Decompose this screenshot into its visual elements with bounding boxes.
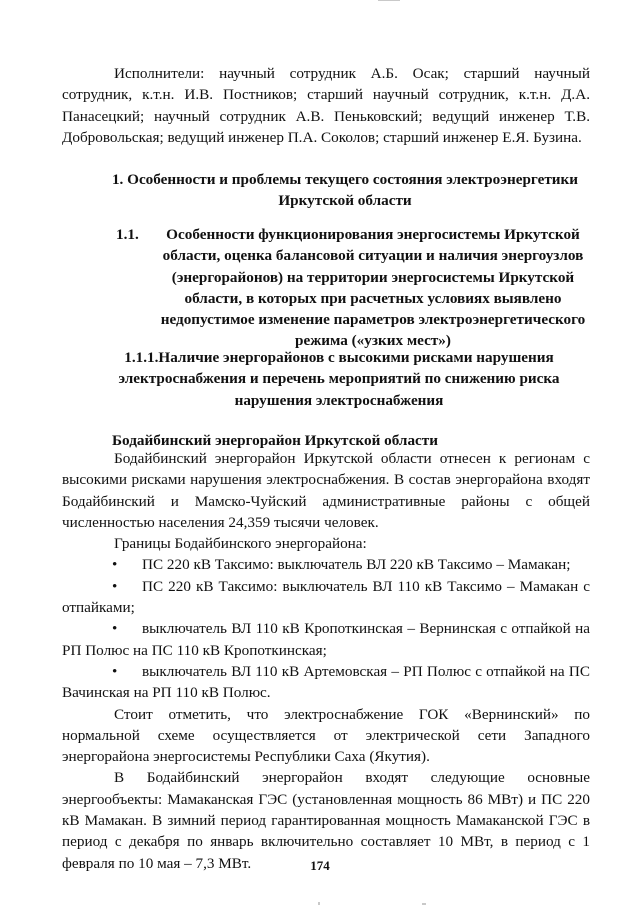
energy-objects-paragraph: В Бодайбинский энергорайон входят следующие основные энергообъекты: Мамаканская ГЭС (установленная мощность 86 МВт) и ПС 220 кВ Мамакан. В зимний период гарантированная мощность Мамаканской ГЭС в период с декабря по январь включительно составляет 10 МВт, в период с 1 февраля по 10 мая – 7,3 МВт. [62,769,590,872]
section-heading-1-text: 1. Особенности и проблемы текущего состояния электроэнергетики Иркутской области [111,171,579,210]
section-number-1-1: 1.1. [116,226,139,243]
list-item [62,576,590,619]
section-heading-1-1 [80,224,598,352]
bullet-icon: • [112,556,118,574]
region-borders-list [62,554,590,703]
bullet-icon: • [112,620,118,638]
region-heading-text: Бодайбинский энергорайон Иркутской области [112,432,438,449]
list-item-text: ПС 220 кВ Таксимо: выключатель ВЛ 110 кВ Таксимо – Мамакан с отпайками; [62,577,590,617]
list-item [62,554,590,575]
bullet-icon: • [112,662,118,680]
list-item [62,618,590,661]
scan-mark-top [378,0,400,1]
list-item-text: выключатель ВЛ 110 кВ Кропоткинская – Вернинская с отпайкой на РП Полюс на ПС 110 кВ Кропоткинская; [62,620,590,659]
region-body [62,448,590,874]
section-heading-1-1-text: Особенности функционирования энергосистемы Иркутской области, оценка балансовой ситуации и наличия энергоузлов (энергорайонов) на территории энергосистемы Иркутской области, в которых при расчетных условиях выявлено недопустимое изменение параметров электроэнергетического режима («узких мест») [160,226,586,350]
section-heading-1 [95,169,595,212]
list-item [62,661,590,704]
executors-paragraph [62,63,590,148]
executors-text: Исполнители: научный сотрудник А.Б. Осак; старший научный сотрудник, к.т.н. И.В. Постников; старший научный сотрудник, к.т.н. Д.А. Панасецкий; научный сотрудник А.В. Пеньковский; ведущий инженер Т.В. Добровольская; ведущий инженер П.А. Соколов; старший инженер Е.Я. Бузина. [62,65,590,146]
region-intro-paragraph: Бодайбинский энергорайон Иркутской области отнесен к регионам с высокими рисками нарушения электроснабжения. В состав энергорайона входят Бодайбинский и Мамско-Чуйский административные районы с общей численностью населения 24,359 тысячи человек. [62,450,590,531]
page-number: 174 [310,858,330,873]
section-heading-1-1-1 [80,347,598,411]
gok-paragraph: Стоит отметить, что электроснабжение ГОК «Вернинский» по нормальной схеме осуществляется от электрической сети Западного энергорайона энергосистемы Республики Саха (Якутия). [62,705,590,766]
region-borders-label: Границы Бодайбинского энергорайона: [114,535,367,553]
list-item-text: выключатель ВЛ 110 кВ Артемовская – РП Полюс с отпайкой на ПС Вачинская на РП 110 кВ Полюс. [62,662,590,702]
section-heading-1-1-1-text: 1.1.1.Наличие энергорайонов с высокими рисками нарушения электроснабжения и перечень мероприятий по снижению риска нарушения электроснабжения [118,349,560,409]
list-item-text: ПС 220 кВ Таксимо: выключатель ВЛ 220 кВ Таксимо – Мамакан; [142,556,571,574]
bullet-icon: • [112,577,118,595]
